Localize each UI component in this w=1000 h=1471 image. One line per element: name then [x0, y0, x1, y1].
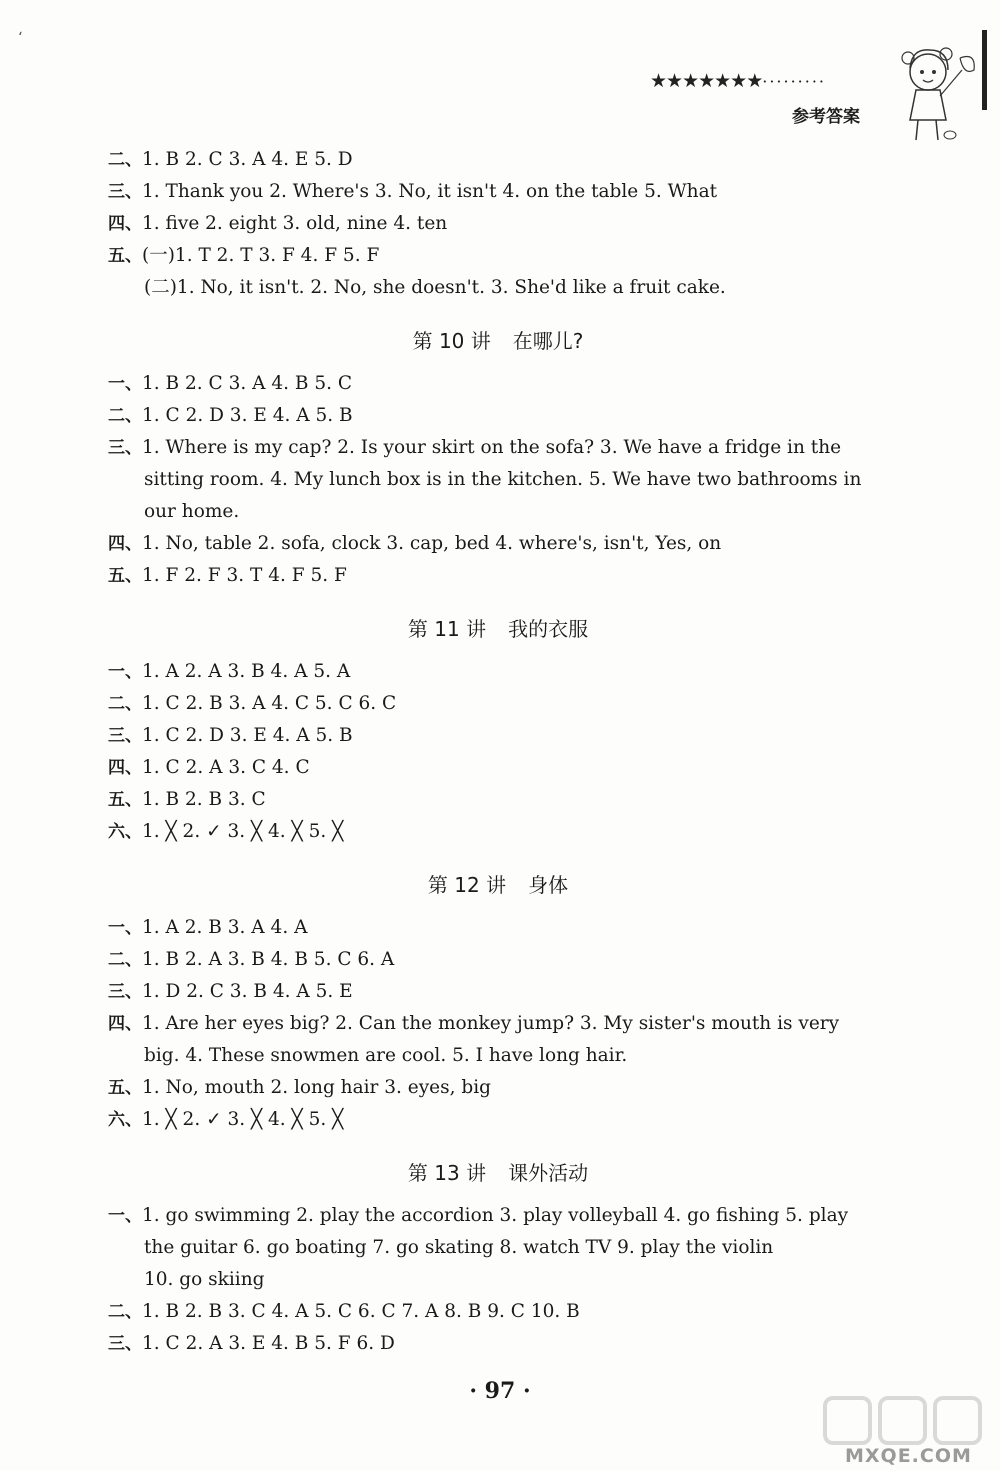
answer-text: the guitar 6. go boating 7. go skating 8. watch TV 9. play the violin	[144, 1237, 774, 1258]
answer-line	[108, 432, 888, 464]
answer-line	[108, 1008, 888, 1040]
answer-text: 1. five 2. eight 3. old, nine 4. ten	[142, 213, 448, 234]
answer-text: 1. B 2. C 3. A 4. B 5. C	[142, 373, 353, 394]
answer-line	[108, 720, 888, 752]
lecture-number: 第 13 讲	[407, 1161, 487, 1185]
answer-text: 1. B 2. A 3. B 4. B 5. C 6. A	[142, 949, 395, 970]
dots-leader: ·········	[762, 72, 827, 91]
corner-mark: ʻ	[18, 30, 23, 46]
question-number: 三、	[108, 438, 142, 458]
answer-line	[108, 816, 888, 848]
answer-text: 1. B 2. C 3. A 4. E 5. D	[142, 149, 353, 170]
question-number: 三、	[108, 726, 142, 746]
answer-line	[108, 496, 888, 528]
answer-text: 1. ╳ 2. ✓ 3. ╳ 4. ╳ 5. ╳	[142, 1109, 344, 1130]
question-number: 二、	[108, 406, 142, 426]
answer-text: 1. C 2. A 3. C 4. C	[142, 757, 310, 778]
answer-text: 1. Thank you 2. Where's 3. No, it isn't 4. on the table 5. What	[142, 181, 718, 202]
answer-line	[108, 176, 888, 208]
lecture-title: 在哪儿?	[512, 329, 584, 353]
answer-text: 1. A 2. A 3. B 4. A 5. A	[142, 661, 351, 682]
question-number: 三、	[108, 182, 142, 202]
answer-line	[108, 464, 888, 496]
answer-line	[108, 272, 888, 304]
answer-line	[108, 368, 888, 400]
answer-line	[108, 1200, 888, 1232]
answer-text: 1. C 2. D 3. E 4. A 5. B	[142, 725, 353, 746]
answer-text: sitting room. 4. My lunch box is in the kitchen. 5. We have two bathrooms in	[144, 469, 862, 490]
header-stars	[650, 70, 826, 92]
question-number: 四、	[108, 214, 142, 234]
answer-line	[108, 1104, 888, 1136]
answer-text: 1. F 2. F 3. T 4. F 5. F	[142, 565, 347, 586]
question-number: 二、	[108, 150, 142, 170]
girl-mascot-icon	[890, 40, 980, 150]
lecture-title: 课外活动	[508, 1161, 589, 1185]
stars-icon: ★★★★★★★	[650, 70, 763, 92]
answer-line	[108, 240, 888, 272]
answer-content	[108, 144, 888, 1360]
answer-text: 1. B 2. B 3. C 4. A 5. C 6. C 7. A 8. B 9. C 10. B	[142, 1301, 580, 1322]
answer-line	[108, 1072, 888, 1104]
question-number: 二、	[108, 694, 142, 714]
answer-line	[108, 656, 888, 688]
question-number: 四、	[108, 1014, 142, 1034]
answer-text: 1. A 2. B 3. A 4. A	[142, 917, 308, 938]
question-number: 二、	[108, 1302, 142, 1322]
answer-text: 1. C 2. A 3. E 4. B 5. F 6. D	[142, 1333, 395, 1354]
answer-line	[108, 400, 888, 432]
header-title: 参考答案	[792, 107, 860, 127]
lecture-number: 第 10 讲	[412, 329, 491, 353]
lecture-title: 我的衣服	[508, 617, 589, 641]
page-number: · 97 ·	[469, 1378, 531, 1404]
answer-text: 1. B 2. B 3. C	[142, 789, 266, 810]
answer-text: 1. C 2. D 3. E 4. A 5. B	[142, 405, 353, 426]
answer-text: 1. Are her eyes big? 2. Can the monkey jump? 3. My sister's mouth is very	[142, 1013, 840, 1034]
question-number: 五、	[108, 566, 142, 586]
question-number: 一、	[108, 374, 142, 394]
question-number: 五、	[108, 246, 142, 266]
answer-text: 1. No, mouth 2. long hair 3. eyes, big	[142, 1077, 491, 1098]
question-number: 四、	[108, 534, 142, 554]
question-number: 一、	[108, 918, 142, 938]
question-number: 二、	[108, 950, 142, 970]
question-number: 五、	[108, 790, 142, 810]
answer-text: our home.	[144, 501, 240, 522]
answer-line	[108, 1040, 888, 1072]
page-header	[640, 68, 890, 128]
question-number: 四、	[108, 758, 142, 778]
lecture-number: 第 12 讲	[427, 873, 507, 897]
answer-text: 1. go swimming 2. play the accordion 3. play volleyball 4. go fishing 5. play	[142, 1205, 849, 1226]
question-number: 三、	[108, 1334, 142, 1354]
lecture-title: 身体	[528, 873, 569, 897]
question-number: 一、	[108, 1206, 142, 1226]
answer-line	[108, 1232, 888, 1264]
answer-text: 1. C 2. B 3. A 4. C 5. C 6. C	[142, 693, 397, 714]
answer-line	[108, 784, 888, 816]
answer-text: 1. ╳ 2. ✓ 3. ╳ 4. ╳ 5. ╳	[142, 821, 344, 842]
section-title	[108, 1154, 888, 1192]
answer-line	[108, 944, 888, 976]
section-title	[108, 866, 888, 904]
answer-line	[108, 688, 888, 720]
answer-line	[108, 976, 888, 1008]
answer-line	[108, 208, 888, 240]
question-number: 一、	[108, 662, 142, 682]
answer-text: (二)1. No, it isn't. 2. No, she doesn't. 3. She'd like a fruit cake.	[144, 277, 726, 298]
answer-line	[108, 1328, 888, 1360]
section-title	[108, 610, 888, 648]
question-number: 三、	[108, 982, 142, 1002]
answer-text: 1. D 2. C 3. B 4. A 5. E	[142, 981, 353, 1002]
answer-text: 1. Where is my cap? 2. Is your skirt on the sofa? 3. We have a fridge in the	[142, 437, 842, 458]
answer-text: big. 4. These snowmen are cool. 5. I have long hair.	[144, 1045, 628, 1066]
answer-line	[108, 1264, 888, 1296]
answer-line	[108, 144, 888, 176]
page-edge-bar	[982, 30, 987, 110]
watermark-text: MXQE.COM	[845, 1445, 972, 1467]
answer-line	[108, 1296, 888, 1328]
question-number: 六、	[108, 822, 142, 842]
answer-text: (一)1. T 2. T 3. F 4. F 5. F	[142, 245, 380, 266]
question-number: 六、	[108, 1110, 142, 1130]
section-title	[108, 322, 888, 360]
answer-line	[108, 528, 888, 560]
answer-text: 1. No, table 2. sofa, clock 3. cap, bed 4. where's, isn't, Yes, on	[142, 533, 722, 554]
answer-line	[108, 912, 888, 944]
answer-line	[108, 752, 888, 784]
answer-line	[108, 560, 888, 592]
lecture-number: 第 11 讲	[407, 617, 487, 641]
answer-text: 10. go skiing	[144, 1269, 265, 1290]
question-number: 五、	[108, 1078, 142, 1098]
